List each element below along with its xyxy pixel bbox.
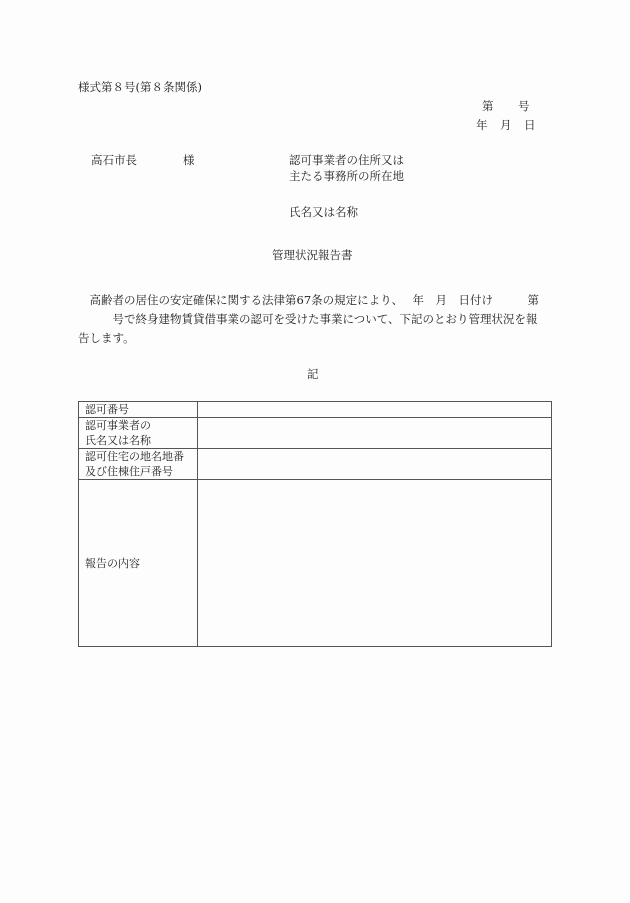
date-year: 年 [476, 118, 488, 132]
doc-number-prefix: 第 [482, 99, 494, 113]
row-value-field[interactable] [198, 449, 552, 480]
doc-number-suffix: 号 [518, 99, 530, 113]
row-label: 報告の内容 [79, 480, 198, 647]
date-month: 月 [500, 118, 512, 132]
ki-heading: 記 [307, 367, 319, 381]
date-day: 日 [524, 118, 536, 132]
applicant-address-label-1: 認可事業者の住所又は [289, 153, 404, 167]
table-row [79, 418, 552, 449]
table-row [79, 402, 552, 418]
row-value-field[interactable] [198, 480, 552, 647]
applicant-name-label: 氏名又は名称 [289, 205, 358, 219]
row-value-field[interactable] [198, 402, 552, 418]
addressee-honorific: 様 [183, 153, 195, 167]
row-label: 認可番号 [79, 402, 198, 418]
row-value-field[interactable] [198, 418, 552, 449]
table-row [79, 449, 552, 480]
form-number: 様式第８号(第８条関係) [78, 80, 202, 94]
report-table [78, 401, 552, 647]
row-label: 認可住宅の地名地番 及び住棟住戸番号 [79, 449, 198, 480]
document-title: 管理状況報告書 [272, 248, 353, 262]
body-line-2: 号で終身建物賃貸借事業の認可を受けた事業について、下記のとおり管理状況を報 [78, 312, 538, 326]
table-row [79, 480, 552, 647]
row-label: 認可事業者の 氏名又は名称 [79, 418, 198, 449]
body-line-3: 告します。 [78, 331, 135, 345]
applicant-address-label-2: 主たる事務所の所在地 [289, 169, 404, 183]
body-paragraph [78, 291, 552, 348]
addressee-name: 高石市長 [91, 153, 137, 167]
body-line-1: 高齢者の居住の安定確保に関する法律第67条の規定により、 年 月 日付け 第 [78, 293, 540, 307]
